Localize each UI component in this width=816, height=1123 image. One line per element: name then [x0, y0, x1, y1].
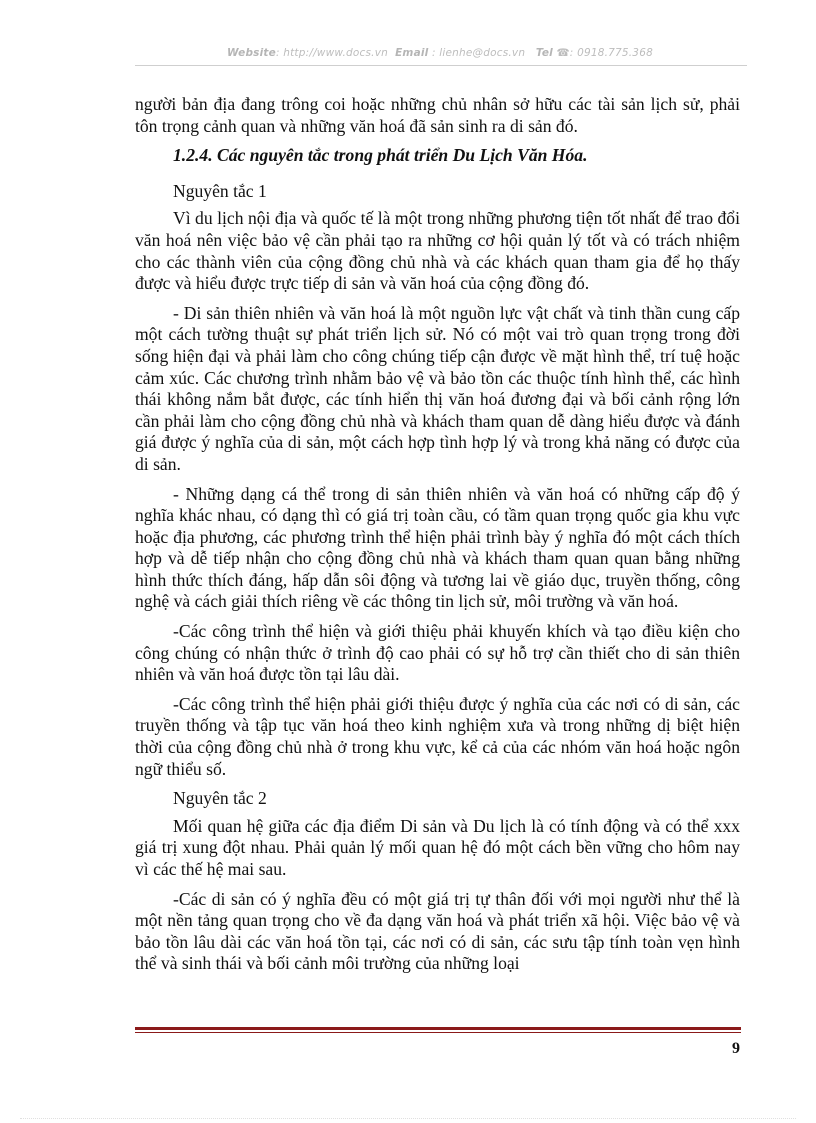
header-divider: [135, 65, 747, 66]
page-header: [135, 47, 745, 59]
website-label: Website: [227, 47, 276, 59]
paragraph-intro: người bản địa đang trông coi hoặc những chủ nhân sở hữu các tài sản lịch sử, phải tôn trọng cảnh quan và những văn hoá đã sản sinh ra di sản đó.: [135, 94, 740, 136]
paragraph-5: -Các công trình thể hiện phải giới thiệu được ý nghĩa của các nơi có di sản, các truyền thống và tập tục văn hoá theo kinh nghiệm xưa và trong những dị biệt hiện thời của cộng đồng chủ nhà ở trong khu vực, kể cả của các nhóm văn hoá hoặc ngôn ngữ thiểu số.: [135, 693, 740, 779]
paragraph-3: - Những dạng cá thể trong di sản thiên nhiên và văn hoá có những cấp độ ý nghĩa khác nhau, có dạng thì có giá trị toàn cầu, có tầm quan trọng quốc gia khu vực hoặc địa phương, các phương trình thể hiện phải trình bày ý nghĩa đó một cách thích hợp và dễ tiếp nhận cho cộng đồng chủ nhà và khách tham quan quan bằng những hình thức thích đáng, hấp dẫn sôi động và tương lai về giáo dục, truyền thống, công nghệ và cách giải thích riêng về các thông tin lịch sử, môi trường và văn hoá.: [135, 483, 740, 612]
page-number: 9: [732, 1040, 740, 1057]
page-bottom-border: [20, 1118, 796, 1119]
footer-divider-thick: [135, 1027, 741, 1030]
tel-label: Tel: [535, 47, 553, 59]
email-value: : lienhe@docs.vn: [432, 47, 526, 59]
phone-icon: ☎: [556, 47, 570, 59]
paragraph-1: Vì du lịch nội địa và quốc tế là một trong những phương tiện tốt nhất để trao đổi văn hoá nên việc bảo vệ cần phải tạo ra những cơ hội quản lý tốt và có trách nhiệm cho các thành viên của cộng đồng chủ nhà và các khách quan tham gia để họ thấy được và hiểu được trực tiếp di sản và văn hoá của cộng đồng đó.: [135, 208, 740, 294]
paragraph-6: Mối quan hệ giữa các địa điểm Di sản và Du lịch là có tính động và có thể xxx giá trị xung đột nhau. Phải quản lý mối quan hệ đó một cách bền vững cho hôm nay vì các thế hệ mai sau.: [135, 815, 740, 879]
paragraph-4: -Các công trình thể hiện và giới thiệu phải khuyến khích và tạo điều kiện cho công chúng có nhận thức ở trình độ cao phải có sự hỗ trợ cần thiết cho di sản thiên nhiên và văn hoá được tồn tại lâu dài.: [135, 621, 740, 685]
section-heading: 1.2.4. Các nguyên tắc trong phát triển Du Lịch Văn Hóa.: [173, 145, 588, 166]
tel-value: : 0918.775.368: [569, 47, 653, 59]
paragraph-7: -Các di sản có ý nghĩa đều có một giá trị tự thân đối với mọi người như thể là một nền tảng quan trọng cho về đa dạng văn hoá và phát triển xã hội. Việc bảo vệ và bảo tồn lâu dài các văn hoá tồn tại, các nơi có di sản, các sưu tập tính toàn vẹn hình thể và sinh thái và bối cảnh môi trường của những loại: [135, 888, 740, 974]
principle-2-label: Nguyên tắc 2: [173, 788, 267, 809]
website-value: : http://www.docs.vn: [275, 47, 388, 59]
principle-1-label: Nguyên tắc 1: [173, 180, 267, 201]
document-body: [135, 94, 740, 983]
footer-divider-thin: [135, 1032, 741, 1033]
email-label: Email: [395, 47, 429, 59]
paragraph-2: - Di sản thiên nhiên và văn hoá là một nguồn lực vật chất và tinh thần cung cấp một cách tường thuật sự phát triển lịch sử. Nó có một vai trò quan trọng trong đời sống hiện đại và phải làm cho công chúng tiếp cận được về mặt hình thể, trí tuệ hoặc cảm xúc. Các chương trình nhằm bảo vệ và bảo tồn các thuộc tính hình thể, các hình thái không nắm bắt được, các tính hiển thị văn hoá đương đại và bối cảnh rộng lớn cần phải làm cho cộng đồng chủ nhà và khách tham quan dễ dàng hiểu được và đánh giá được ý nghĩa của di sản, một cách hợp tình hợp lý và trong khả năng có được của di sản.: [135, 302, 740, 474]
